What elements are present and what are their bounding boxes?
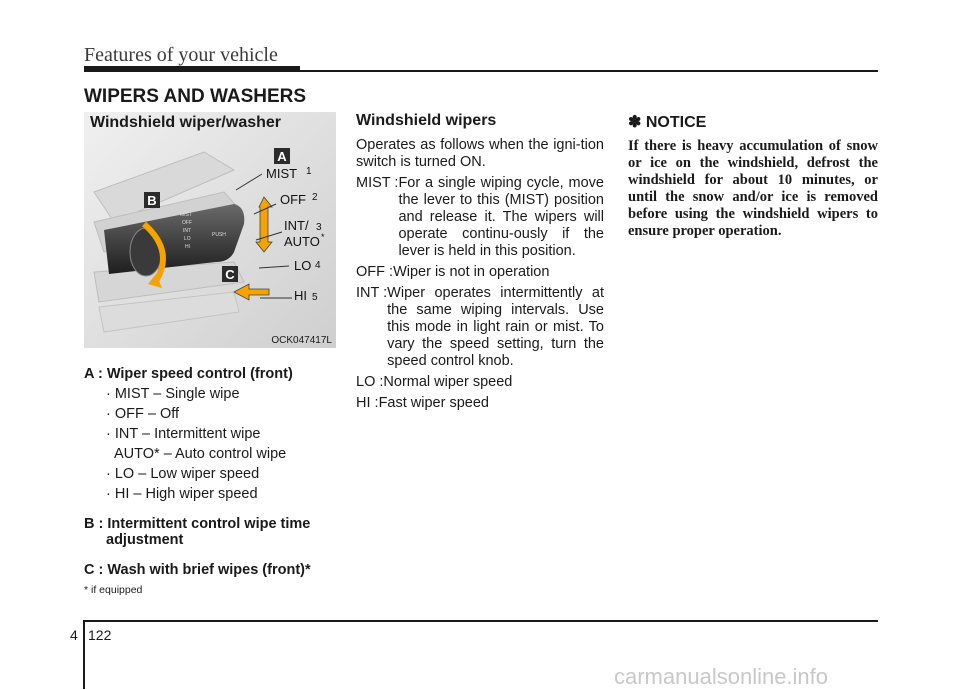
legend-a-item: · HI – High wiper speed bbox=[106, 486, 258, 502]
stalk-mark-lo: LO bbox=[184, 236, 191, 242]
num-3: 3 bbox=[316, 222, 322, 233]
mode-key: MIST : bbox=[356, 175, 399, 191]
mode-key: HI : bbox=[356, 395, 379, 411]
figure-legend bbox=[84, 366, 336, 596]
legend-a-item: · INT – Intermittent wipe bbox=[106, 426, 261, 442]
auto-asterisk: * bbox=[321, 232, 325, 242]
mode-row bbox=[356, 285, 604, 370]
wipers-intro: Operates as follows when the igni-tion switch is turned ON. bbox=[356, 137, 604, 170]
wiper-lever-illustration bbox=[84, 112, 336, 348]
notice-text: If there is heavy accumulation of snow or ice on the windshield, defrost the windshield for about 10 minutes, or until the snow and/or ice is removed before using the windshield wipers to ensure proper operation. bbox=[628, 138, 878, 239]
num-2: 2 bbox=[312, 192, 318, 203]
num-4: 4 bbox=[315, 260, 321, 271]
header-rule bbox=[84, 66, 300, 72]
stalk-mark-mist: MIST bbox=[180, 212, 192, 218]
mode-row bbox=[356, 175, 604, 260]
mode-key: LO : bbox=[356, 374, 384, 390]
label-int: INT/ bbox=[284, 218, 309, 233]
legend-a-title: A : Wiper speed control (front) bbox=[84, 366, 293, 382]
stalk-mark-off: OFF bbox=[182, 220, 192, 226]
watermark: carmanualsonline.info bbox=[614, 664, 829, 689]
legend-a-item: · LO – Low wiper speed bbox=[106, 466, 260, 482]
label-off: OFF bbox=[280, 192, 306, 207]
chapter-number: 4 bbox=[70, 627, 78, 643]
wipers-heading: Windshield wipers bbox=[356, 112, 497, 129]
footnote: * if equipped bbox=[84, 584, 143, 596]
legend-a-item: · OFF – Off bbox=[106, 406, 180, 422]
notice-symbol-icon: ✽ bbox=[628, 114, 642, 131]
legend-b-title: B : Intermittent control wipe time adjustment bbox=[84, 516, 311, 548]
mode-row bbox=[356, 374, 604, 391]
stalk-mark-int: INT bbox=[183, 228, 192, 234]
mode-text: For a single wiping cycle, move the lever to this (MIST) position and release it. The wipers will operate continu-ously if the lever is held in this position. bbox=[398, 175, 604, 259]
figure-title: Windshield wiper/washer bbox=[90, 114, 282, 131]
label-auto: AUTO bbox=[284, 234, 320, 249]
num-1: 1 bbox=[306, 166, 312, 177]
callout-a: A bbox=[277, 149, 287, 164]
callout-c: C bbox=[225, 267, 235, 282]
header-title: Features of your vehicle bbox=[84, 44, 278, 66]
footer-rule bbox=[84, 620, 878, 622]
page-number: 122 bbox=[88, 627, 112, 643]
num-5: 5 bbox=[312, 292, 318, 303]
wiper-figure bbox=[84, 112, 336, 348]
legend-c-title: C : Wash with brief wipes (front)* bbox=[84, 562, 311, 578]
mode-key: INT : bbox=[356, 285, 388, 301]
right-column bbox=[628, 112, 878, 240]
mode-text: Wiper is not in operation bbox=[393, 264, 550, 280]
footer-divider bbox=[83, 620, 85, 689]
legend-a-item: · MIST – Single wipe bbox=[106, 386, 240, 402]
mode-text: Wiper operates intermittently at the same wiping intervals. Use this mode in light rain or mist. To vary the speed setting, turn the speed control knob. bbox=[387, 285, 604, 369]
notice-heading bbox=[628, 112, 878, 132]
label-hi: HI bbox=[294, 288, 307, 303]
section-title: WIPERS AND WASHERS bbox=[84, 86, 307, 107]
stalk-mark-push: PUSH bbox=[212, 232, 226, 238]
header-rule-thin bbox=[300, 70, 878, 72]
mode-row bbox=[356, 395, 604, 412]
legend-a-item: AUTO* – Auto control wipe bbox=[114, 446, 287, 462]
mode-row bbox=[356, 264, 604, 281]
callout-b: B bbox=[147, 193, 157, 208]
label-lo: LO bbox=[294, 258, 312, 273]
mode-text: Fast wiper speed bbox=[378, 395, 489, 411]
mode-key: OFF : bbox=[356, 264, 394, 280]
middle-column bbox=[356, 112, 604, 412]
stalk-mark-hi: HI bbox=[185, 244, 190, 250]
figure-code: OCK047417L bbox=[271, 335, 332, 346]
notice-heading-text: NOTICE bbox=[645, 114, 707, 131]
left-column bbox=[84, 112, 336, 596]
label-mist: MIST bbox=[266, 166, 298, 181]
mode-text: Normal wiper speed bbox=[383, 374, 513, 390]
